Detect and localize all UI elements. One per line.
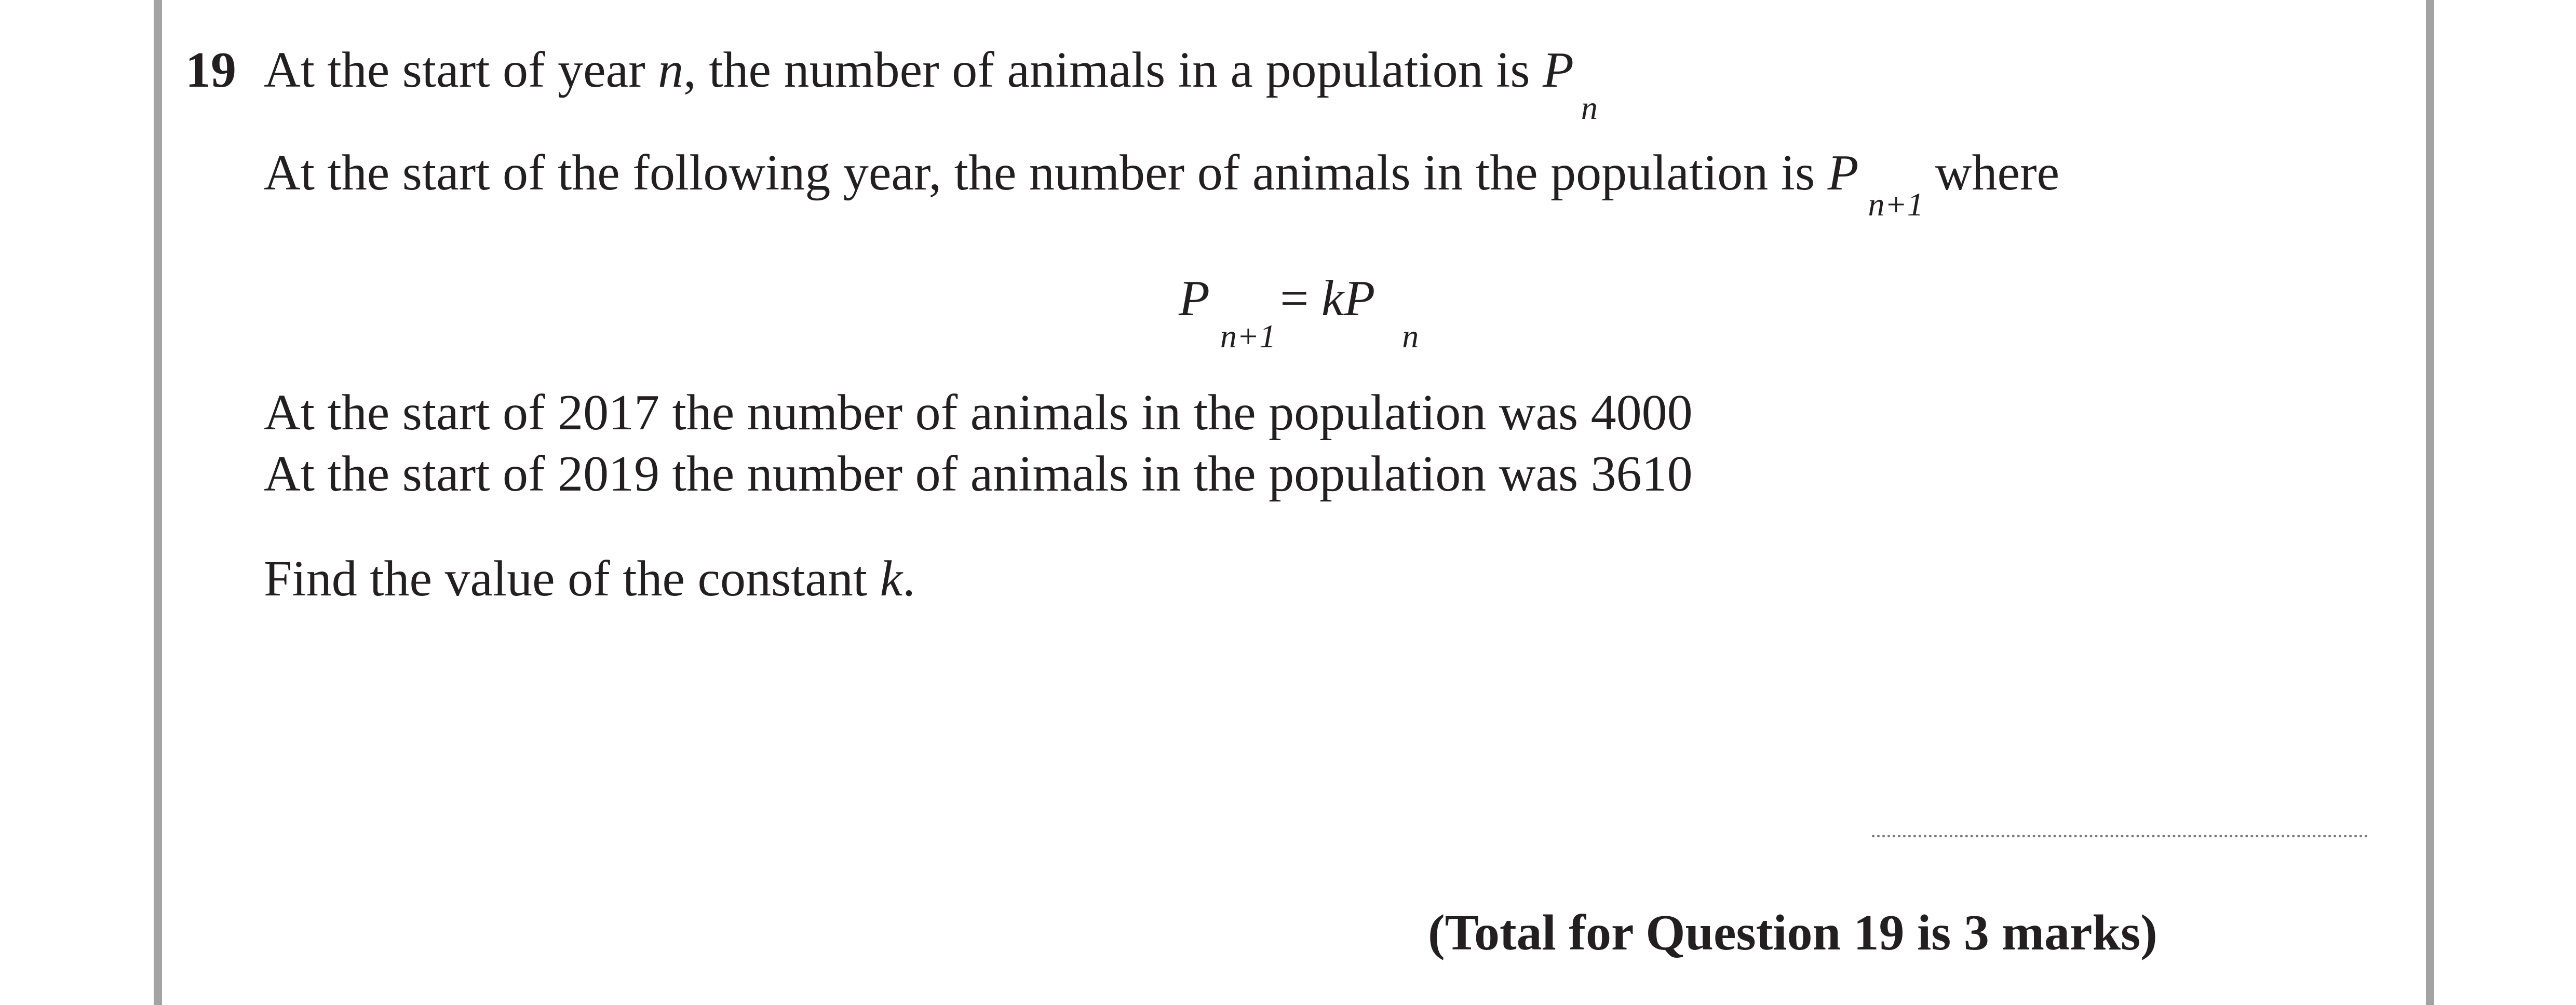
line1-text: At the start of year (264, 42, 658, 98)
question-line-1 (264, 36, 1598, 126)
equation-equals: = (1280, 270, 1321, 327)
instruction-period: . (902, 551, 915, 607)
question-instruction (264, 545, 915, 613)
recurrence-equation (1179, 265, 1419, 355)
equation-rhs-subscript: n (1402, 318, 1419, 355)
line1-variable-n: n (658, 42, 684, 98)
question-line-5: At the start of 2019 the number of animals in the population was 3610 (264, 446, 1693, 502)
equation-lhs-P: P (1179, 270, 1210, 327)
line1-variable-P: P (1543, 42, 1574, 98)
answer-dotted-line[interactable] (1872, 835, 2368, 837)
line2-text-2: where (1935, 145, 2060, 201)
page-border-right (2426, 0, 2434, 1005)
page-border-left (154, 0, 162, 1005)
instruction-variable-k: k (880, 551, 903, 607)
line2-subscript: n+1 (1868, 186, 1924, 223)
line2-text: At the start of the following year, the number of animals in the population is (264, 145, 1828, 201)
line1-text-2: , the number of animals in a population is (683, 42, 1543, 98)
equation-rhs-kP: kP (1321, 270, 1375, 327)
total-marks: (Total for Question 19 is 3 marks) (1428, 905, 2157, 961)
question-line-2 (264, 139, 2060, 223)
line2-variable-P: P (1827, 145, 1859, 201)
line1-subscript: n (1581, 89, 1598, 126)
equation-lhs-subscript: n+1 (1220, 318, 1276, 355)
question-line-4: At the start of 2017 the number of animals in the population was 4000 (264, 385, 1693, 441)
question-number: 19 (185, 42, 236, 98)
instruction-text: Find the value of the constant (264, 551, 880, 607)
